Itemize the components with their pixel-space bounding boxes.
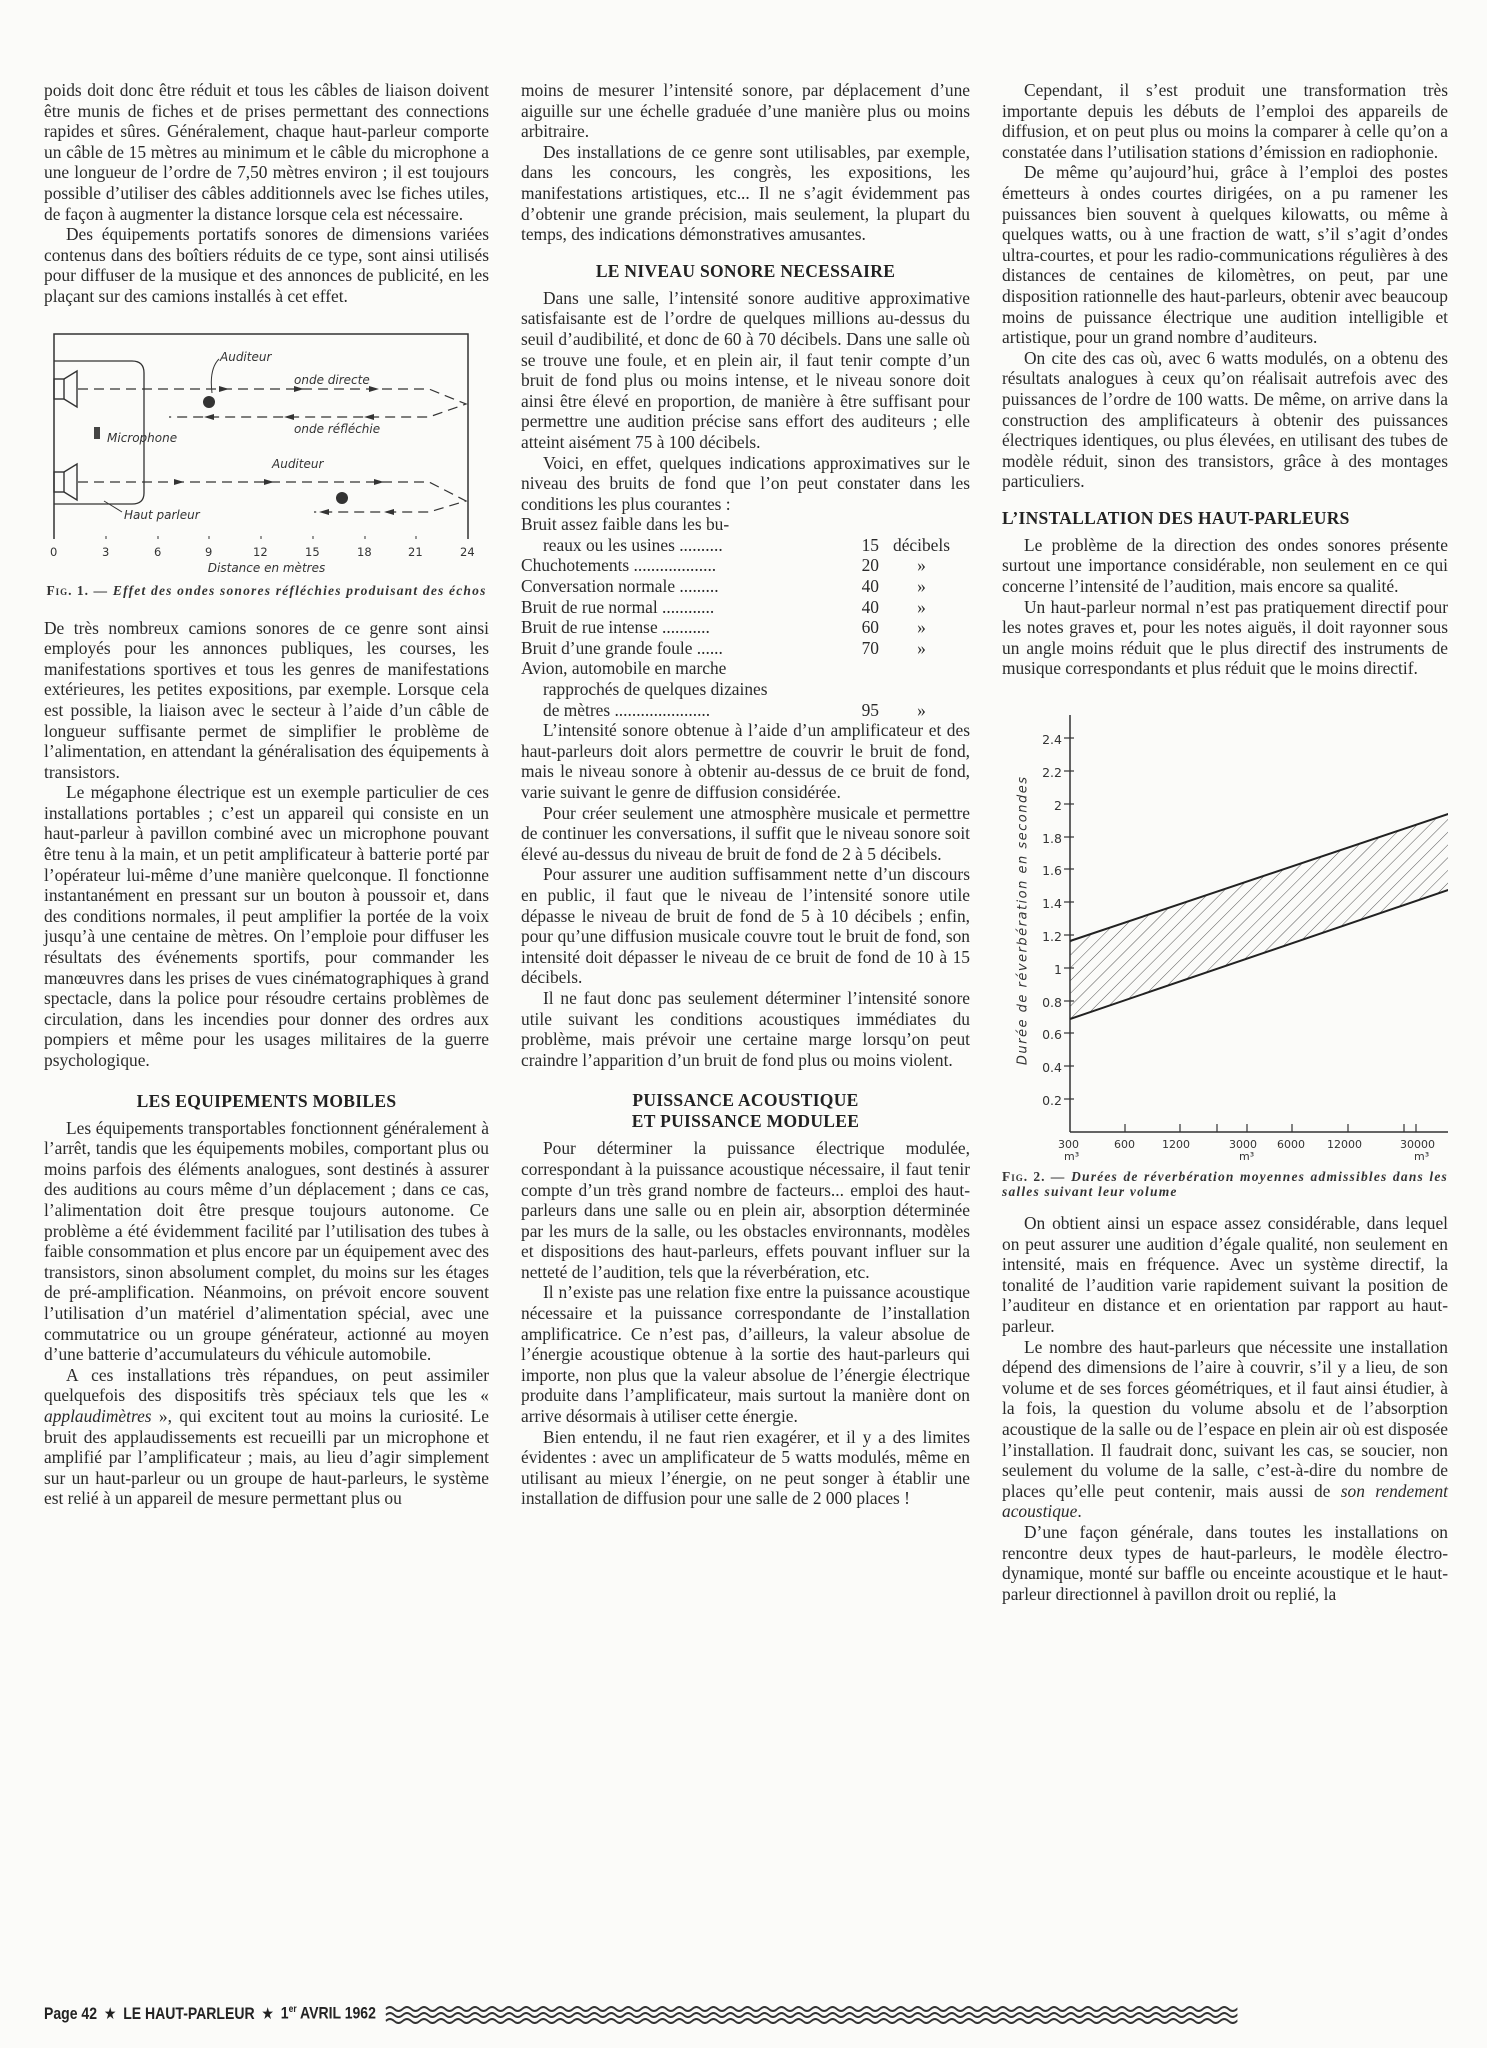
tick: 0 <box>50 544 58 559</box>
row-label: Bruit d’une grande foule ...... <box>521 637 723 658</box>
tick: 0.2 <box>1042 1093 1062 1109</box>
tick: 2 <box>1054 798 1062 814</box>
row-label: Bruit de rue intense ........... <box>521 617 710 638</box>
star-icon: ★ <box>261 2005 274 2023</box>
figure-2-chart <box>1002 705 1448 1164</box>
label-microphone: Microphone <box>107 430 178 445</box>
loudspeaker-icon <box>54 371 77 500</box>
caption-text: Effet des ondes sonores réfléchies produisant des échos <box>112 582 487 598</box>
caption-text: Durées de réverbération moyennes admissibles dans les salles suivant leur volume <box>1002 1169 1449 1200</box>
unit-label: m³ <box>1064 1150 1080 1164</box>
issue-date <box>281 2004 376 2024</box>
paragraph: moins de mesurer l’intensité sonore, par déplacement d’une aiguille sur une échelle graduée d’une manière plus ou moins arbitraire. <box>521 80 970 142</box>
table-row <box>521 514 970 535</box>
tick: 0.6 <box>1042 1027 1062 1043</box>
row-unit: » <box>917 699 926 720</box>
column-3 <box>1002 80 1448 1604</box>
tick: 1.2 <box>1042 929 1062 945</box>
tick: 300 <box>1058 1138 1079 1152</box>
tick: 6000 <box>1277 1138 1305 1152</box>
paragraph: Pour assurer une audition suffisamment nette d’un discours en public, il faut que le niveau de l’intensité sonore utile dépasse le niveau de bruit de fond de 5 à 10 décibels ; enfin, pour qu’une diffusion musicale couvre tout le bruit de fond, son intensité doit dépasser le niveau de ce bruit de fond de 10 à 15 décibels. <box>521 864 970 988</box>
tick: 12000 <box>1327 1138 1362 1152</box>
magazine-title: LE HAUT-PARLEUR <box>123 2004 255 2023</box>
tick: 6 <box>154 544 162 559</box>
column-2 <box>521 80 970 1509</box>
reverberation-chart <box>1002 705 1448 1155</box>
paragraph: L’intensité sonore obtenue à l’aide d’un amplificateur et des haut-parleurs doit alors permettre de couvrir le bruit de fond, mais le niveau sonore à obtenir au-dessus de ce bruit de fond, varie suivant le genre de diffusion considérée. <box>521 720 970 802</box>
figure-2-caption <box>1002 1169 1448 1199</box>
tick: 600 <box>1114 1138 1135 1152</box>
row-unit: » <box>917 596 926 617</box>
star-icon: ★ <box>103 2005 117 2023</box>
tick: 1.6 <box>1042 863 1062 879</box>
row-label: Avion, automobile en marche <box>521 658 727 679</box>
date-month-year: AVRIL 1962 <box>300 2004 376 2023</box>
row-label: rapprochés de quelques dizaines <box>543 679 768 700</box>
paragraph: Le problème de la direction des ondes sonores présente surtout une importance considérable, non seulement en ce qui concerne l’intensité de l’audition, mais encore sa qualité. <box>1002 534 1448 597</box>
paragraph <box>1002 1337 1448 1522</box>
page-footer <box>44 2004 1237 2024</box>
row-label: reaux ou les usines .......... <box>543 534 723 555</box>
row-unit <box>879 658 964 679</box>
table-row <box>521 700 970 721</box>
tick: 12 <box>253 544 268 559</box>
row-value: 60 <box>861 617 879 638</box>
label-onde-directe: onde directe <box>294 372 370 387</box>
unit-label: m³ <box>1414 1150 1430 1164</box>
table-row <box>521 679 970 700</box>
microphone-icon <box>94 427 100 439</box>
tick: 24 <box>460 544 475 559</box>
label-auditeur: Auditeur <box>220 349 272 364</box>
noise-level-table <box>521 514 970 720</box>
page-number: Page 42 <box>44 2004 98 2023</box>
text: A ces installations très répandues, on peut assimiler quelquefois des dispositifs très spéciaux tels que les « <box>44 1364 489 1406</box>
row-value: 15 <box>861 534 879 555</box>
tick: 15 <box>305 544 320 559</box>
paragraph: De très nombreux camions sonores de ce genre sont ainsi employés pour les annonces publiques, les courses, les manifestations sportives et tous les genres de manifestations extérieures, les petites expositions, par exemple. Lorsque cela est possible, la liaison avec le secteur à l’aide d’un câble de longueur suffisante permet de simplifier le problème de l’alimentation, en attendant la généralisation des équipements à transistors. <box>44 617 489 782</box>
heading-line: ET PUISSANCE MODULEE <box>631 1111 860 1132</box>
row-unit: » <box>917 637 926 658</box>
emphasis: son rendement acoustique <box>1002 1480 1449 1522</box>
paragraph: Pour créer seulement une atmosphère musicale et permettre de continuer les conversations, il suffit que le niveau sonore soit élevé au-dessus du niveau de bruit de fond de 2 à 5 décibels. <box>521 802 970 864</box>
paragraph: Un haut-parleur normal n’est pas pratiquement directif pour les notes graves et, pour les notes aiguës, il doit rayonner sous un angle moins réduit que le plus directif des instruments de musique correspondants et plus réduit que le moins directif. <box>1002 596 1448 679</box>
table-row <box>521 617 970 638</box>
section-heading: L’INSTALLATION DES HAUT-PARLEURS <box>1002 507 1350 528</box>
label-auditeur: Auditeur <box>272 456 324 471</box>
table-row <box>521 576 970 597</box>
row-value <box>839 658 879 679</box>
caption-dash: — <box>1050 1169 1066 1185</box>
label-onde-reflechie: onde réfléchie <box>294 421 381 436</box>
x-axis-ticks <box>1002 1135 1448 1165</box>
tick: 18 <box>357 544 372 559</box>
paragraph: poids doit donc être réduit et tous les câbles de liaison doivent être munis de fiches et de prises permettant des connections rapides et sûres. Généralement, chaque haut-parleur comporte un câble de 15 mètres au minimum et le câble du microphone a une longueur de l’ordre de 7,50 mètres environ ; il est toujours possible d’utiliser des câbles additionnels avec lse fiches utiles, de façon à augmenter la distance lorsque cela est nécessaire. <box>44 80 489 224</box>
table-row <box>521 638 970 659</box>
tick: 1200 <box>1162 1138 1190 1152</box>
paragraph: Voici, en effet, quelques indications approximatives sur le niveau des bruits de fond que l’on peut constater dans les conditions les plus courantes : <box>521 452 970 514</box>
tick: 1.8 <box>1042 831 1062 847</box>
paragraph: Des équipements portatifs sonores de dimensions variées contenus dans des boîtiers réduits de ce type, sont ainsi utilisés pour diffuser de la musique et des annonces de publicité, en les plaçant sur des camions installés à cet effet. <box>44 224 489 306</box>
row-unit: » <box>917 617 926 638</box>
row-value <box>839 514 879 535</box>
tick: 2.4 <box>1042 732 1062 748</box>
paragraph: Dans une salle, l’intensité sonore auditive approximative satisfaisante est de l’ordre de quelques millions au-dessus du seuil d’audibilité, et donc de 60 à 70 décibels. Dans une salle où se trouve une foule, et en plein air, il faut tenir compte d’un bruit de fond plus ou moins intense, et le niveau sonore doit ainsi être élevé en proportion, de manière à être suffisant pour permettre une audition précise sans effort des auditeurs ; elle atteint aisément 75 à 100 décibels. <box>521 287 970 452</box>
tick: 21 <box>408 544 423 559</box>
row-value: 40 <box>861 596 879 617</box>
figure-number: Fig. 2. <box>1002 1169 1046 1185</box>
row-unit <box>879 679 964 700</box>
heading-line: PUISSANCE ACOUSTIQUE <box>632 1090 859 1111</box>
tick: 3000 <box>1229 1138 1257 1152</box>
date-suffix: er <box>288 2004 297 2016</box>
date-day: 1 <box>280 2004 289 2023</box>
section-heading <box>521 1090 970 1132</box>
row-label: Bruit de rue normal ............ <box>521 596 715 617</box>
row-unit: » <box>917 576 926 597</box>
x-axis-ticks <box>44 542 489 558</box>
tick: 1.4 <box>1042 896 1062 912</box>
row-value: 95 <box>861 699 879 720</box>
table-row <box>521 658 970 679</box>
tick: 0.4 <box>1042 1060 1062 1076</box>
listener-icon <box>336 492 348 504</box>
tick: 1 <box>1054 962 1062 978</box>
tick: 3 <box>102 544 110 559</box>
x-axis-label: Distance en mètres <box>207 560 326 575</box>
section-heading: LE NIVEAU SONORE NECESSAIRE <box>595 260 896 281</box>
paragraph: Cependant, il s’est produit une transformation très importante depuis les débuts de l’emploi des appareils de diffusion, et on peut plus ou moins la comparer à celle qu’on a constatée dans l’utilisation stations d’émission en radiophonie. <box>1002 80 1448 162</box>
paragraph: Des installations de ce genre sont utilisables, par exemple, dans les concours, les congrès, les expositions, les manifestations artistiques, etc... Il ne s’agit évidemment pas d’obtenir une grande précision, mais seulement, la plupart du temps, des indications démonstratives amusantes. <box>521 141 970 245</box>
row-value: 70 <box>861 637 879 658</box>
tick: 2.2 <box>1042 765 1062 781</box>
row-unit: décibels <box>893 534 950 555</box>
table-row <box>521 597 970 618</box>
row-value: 20 <box>861 555 879 576</box>
paragraph <box>44 1365 489 1509</box>
caption-dash: — <box>93 582 109 598</box>
paragraph: De même qu’aujourd’hui, grâce à l’emploi des postes émetteurs à ondes courtes dirigées, on a pu ramener les puissances bien souvent à quelques kilowatts, ou même à quelques watts, ou à une fraction de watt, s’il s’agit d’ondes ultra-courtes, et pour les radio-communications régulières à des distances de centaines de kilomètres, on peut, par une disposition rationnelle des haut-parleurs, obtenir avec beaucoup moins de puissance électrique une audition intelligible et artistique, pour un grand nombre d’auditeurs. <box>1002 162 1448 348</box>
unit-label: m³ <box>1239 1150 1255 1164</box>
paragraph: Bien entendu, il ne faut rien exagérer, et il y a des limites évidentes : avec un amplificateur de 5 watts modulés, même en utilisant au mieux l’énergie, on ne peut songer à établir une installation de diffusion pour une salle de 2 000 places ! <box>521 1426 970 1509</box>
table-row <box>521 535 970 556</box>
column-1 <box>44 80 489 1509</box>
paragraph: Le mégaphone électrique est un exemple particulier de ces installations portables ; c’est un appareil qui consiste en un haut-parleur à pavillon combiné avec un microphone pouvant être tenu à la main, et un petit amplificateur à batterie porté par l’opérateur lui-même d’une manière quelconque. Il fonctionne instantanément en pressant sur un bouton à poussoir et, dans des conditions normales, il peut amplifier la portée de la voix jusqu’à une centaine de mètres. On l’emploie pour diffuser les résultats des événements sportifs, pour commander les manœuvres dans les prises de vues cinématographiques à grand spectacle, dans la police pour résoudre certains problèmes de circulation, dans les incendies pour donner des ordres aux pompiers et même pour les usages militaires de la guerre psychologique. <box>44 782 489 1070</box>
table-row <box>521 555 970 576</box>
y-axis-label: Durée de réverbération en secondes <box>1015 775 1031 1066</box>
row-label: de mètres ...................... <box>543 699 711 720</box>
figure-1-caption <box>44 583 489 598</box>
section-heading: LES EQUIPEMENTS MOBILES <box>136 1090 397 1111</box>
figure-number: Fig. 1. <box>46 582 90 598</box>
tick: 30000 <box>1400 1138 1435 1152</box>
text: », qui excitent tout au moins la curiosité. Le bruit des applaudissements est recueilli par un microphone et amplifié par l’amplificateur ; mais, au lieu d’agir simplement sur un haut-parleur ou un groupe de haut-parleurs, le système est relié à un appareil de mesure permettant plus ou <box>44 1405 489 1509</box>
text: . <box>1077 1501 1082 1522</box>
row-label: Chuchotements ................... <box>521 555 717 576</box>
row-label: Bruit assez faible dans les bu- <box>521 514 730 535</box>
tick: 9 <box>205 544 213 559</box>
paragraph: Il ne faut donc pas seulement déterminer l’intensité sonore utile suivant les conditions acoustiques immédiates du problème, mais prévoir une certaine marge lorsqu’on peut craindre l’apparition d’un bruit de fond plus ou moins violent. <box>521 987 970 1070</box>
label-haut-parleur: Haut parleur <box>124 507 200 522</box>
row-value: 40 <box>861 576 879 597</box>
row-unit <box>879 514 964 535</box>
listener-icon <box>203 396 215 408</box>
paragraph: D’une façon générale, dans toutes les installations on rencontre deux types de haut-parleurs, le modèle électro-dynamique, monté sur baffle ou enceinte acoustique et le haut-parleur directionnel à pavillon droit ou replié, la <box>1002 1521 1448 1604</box>
emphasis: applaudimètres <box>44 1405 152 1426</box>
wave-rule-decoration <box>386 2004 1237 2024</box>
figure-1 <box>44 329 489 579</box>
paragraph: On obtient ainsi un espace assez considérable, dans lequel on peut assurer une audition d’égale qualité, non seulement en intensité, mais en fréquence. Avec un système directif, la tonalité de l’audition varie rapidement suivant la position de l’auditeur en distance et en orientation par rapport au haut-parleur. <box>1002 1213 1448 1336</box>
text: Le nombre des haut-parleurs que nécessite une installation dépend des dimensions de l’aire à couvrir, s’il y a lieu, de son volume et de ses forces géométriques, et il faut ainsi étudier, à la fois, la question du volume absolu et de l’absorption acoustique de la salle ou de l’espace en plein air où est disposée l’installation. Il faudrait donc, suivant les cas, se soucier, non seulement du volume de la salle, c’est-à-dire du nombre de places qu’elle peut contenir, mais aussi de <box>1002 1336 1448 1501</box>
tick: 0.8 <box>1042 995 1062 1011</box>
row-unit: » <box>917 555 926 576</box>
paragraph: Les équipements transportables fonctionnent généralement à l’arrêt, tandis que les équipements mobiles, comportant plus ou moins parfois des éléments analogues, sont destinés à assurer des auditions au cours même d’un déplacement ; dans ce cas, l’alimentation doit être presque toujours autonome. Ce problème a été évidemment facilité par l’utilisation des tubes à faible consommation et plus encore par un équipement avec des transistors, sinon absolument complet, du moins sur les étages de pré-amplification. Néanmoins, on prévoit encore souvent l’utilisation d’un matériel d’alimentation spécial, avec une commutatrice ou un groupe générateur, actionné au moyen d’une batterie d’accumulateurs du véhicule automobile. <box>44 1117 489 1365</box>
row-label: Conversation normale ......... <box>521 576 719 597</box>
row-value <box>839 679 879 700</box>
paragraph: Pour déterminer la puissance électrique modulée, correspondant à la puissance acoustique nécessaire, il faut tenir compte d’un très grand nombre de facteurs... emploi des haut-parleurs dans une salle ou en plein air, absorption déterminée par les murs de la salle, ou les obstacles environnants, modèles et dispositions des haut-parleurs, effets pouvant influer sur la netteté de l’audition, tels que la réverbération, etc. <box>521 1138 970 1282</box>
paragraph: On cite des cas où, avec 6 watts modulés, on a obtenu des résultats analogues à ceux qu’on réalisait autrefois avec des puissances de l’ordre de 100 watts. De même, on arrive dans la construction des amplificateurs à obtenir des puissances électriques identiques, ou plus élevées, en utilisant des tubes de modèle réduit, sinon des transistors, grâce à des montages particuliers. <box>1002 347 1448 492</box>
paragraph: Il n’existe pas une relation fixe entre la puissance acoustique nécessaire et la puissance correspondante de l’installation amplificatrice. Ce n’est pas, d’ailleurs, la valeur absolue de l’énergie acoustique obtenue à la sortie des haut-parleurs qui importe, non plus que la valeur absolue de l’énergie électrique produite dans l’amplificateur, mais surtout la manière dont on arrive désormais à utiliser cette énergie. <box>521 1282 970 1427</box>
echo-diagram <box>44 329 489 539</box>
